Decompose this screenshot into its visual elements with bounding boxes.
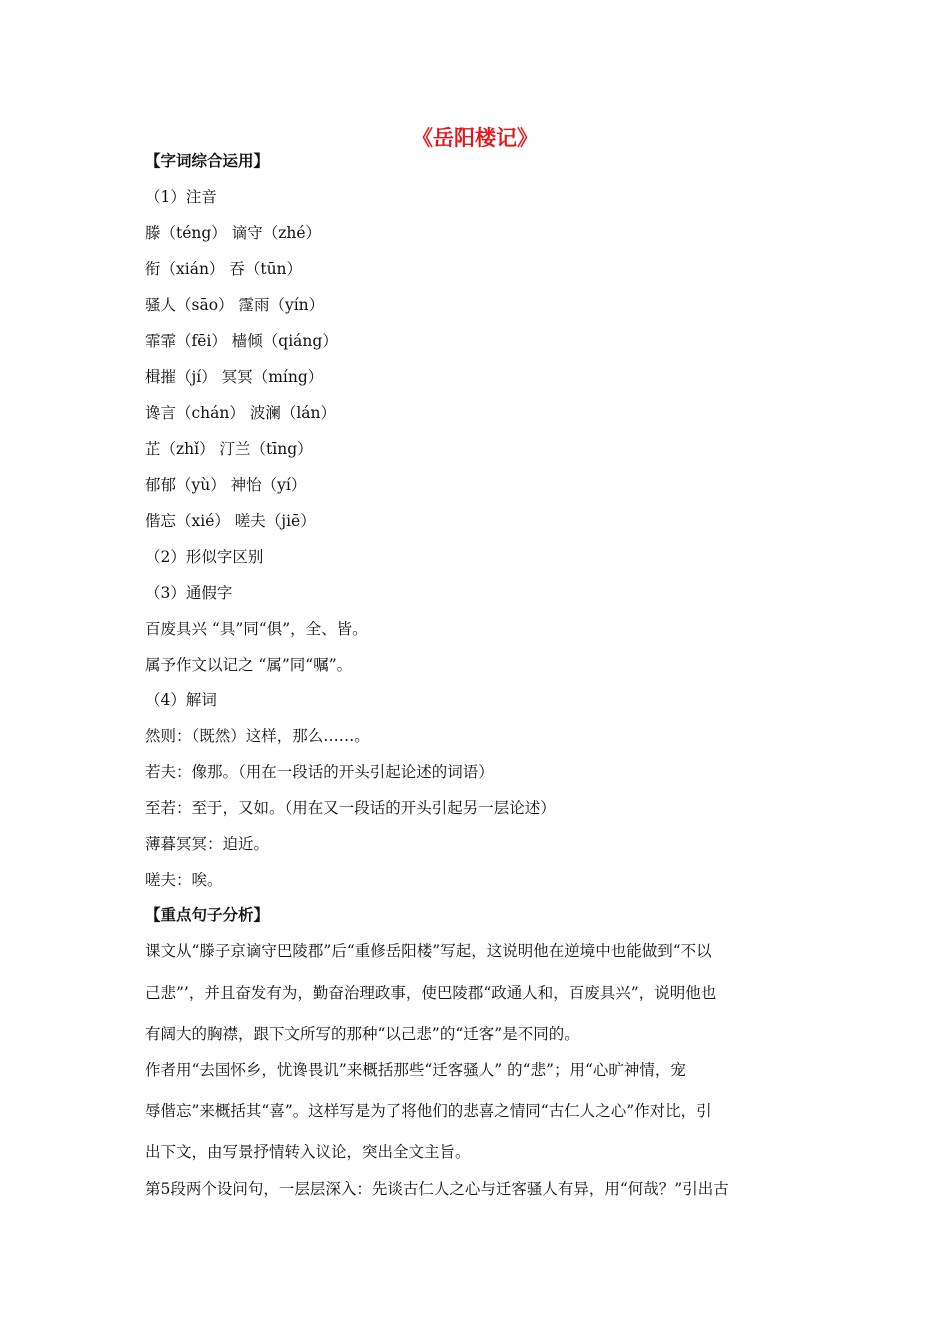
paragraph-line: 课文从“滕子京谪守巴陵郡”后“重修岳阳楼”写起，这说明他在逆境中也能做到“不以 bbox=[145, 942, 712, 960]
pinyin-line: 霏霏（fēi） 樯倾（qiáng） bbox=[145, 332, 338, 350]
section-heading-vocab: 【字词综合运用】 bbox=[145, 151, 270, 170]
pinyin-line: 楫摧（jí） 冥冥（míng） bbox=[145, 368, 324, 386]
subheading-pinyin: （1）注音 bbox=[145, 188, 217, 206]
paragraph-line: 作者用“去国怀乡，忧谗畏讥”来概括那些“迁客骚人” 的“悲”；用“心旷神情，宠 bbox=[145, 1061, 686, 1079]
jieci-line: 然则：（既然）这样，那么……。 bbox=[145, 727, 370, 745]
pinyin-line: 偕忘（xié） 嗟夫（jiē） bbox=[145, 512, 316, 530]
pinyin-line: 郁郁（yù） 神怡（yí） bbox=[145, 476, 307, 494]
section-heading-analysis: 【重点句子分析】 bbox=[145, 905, 270, 924]
tongjia-line: 属予作文以记之 “属”同“嘱”。 bbox=[145, 656, 353, 674]
subheading-similar-chars: （2）形似字区别 bbox=[145, 548, 264, 566]
paragraph-line: 己悲”’，并且奋发有为，勤奋治理政事，使巴陵郡“政通人和，百废具兴”，说明他也 bbox=[145, 984, 717, 1002]
paragraph-line: 辱偕忘”来概括其“喜”。这样写是为了将他们的悲喜之情同“古仁人之心”作对比，引 bbox=[145, 1102, 712, 1120]
document-title: 《岳阳楼记》 bbox=[412, 126, 538, 150]
subheading-jieci: （4）解词 bbox=[145, 691, 217, 709]
paragraph-line: 有阔大的胸襟，跟下文所写的那种“以己悲”的“迁客”是不同的。 bbox=[145, 1025, 580, 1043]
jieci-line: 若夫：像那。（用在一段话的开头引起论述的词语） bbox=[145, 763, 494, 781]
pinyin-line: 谗言（chán） 波澜（lán） bbox=[145, 404, 336, 422]
pinyin-line: 衔（xián） 吞（tūn） bbox=[145, 260, 303, 278]
paragraph-line: 出下文，由写景抒情转入议论，突出全文主旨。 bbox=[145, 1143, 471, 1161]
pinyin-line: 骚人（sāo） 霪雨（yín） bbox=[145, 296, 325, 314]
subheading-tongjia: （3）通假字 bbox=[145, 584, 233, 602]
paragraph-line: 第5段两个设问句，一层层深入：先谈古仁人之心与迁客骚人有异，用“何哉？”引出古 bbox=[145, 1180, 729, 1198]
jieci-line: 薄暮冥冥：迫近。 bbox=[145, 835, 270, 853]
tongjia-line: 百废具兴 “具”同“俱”，全、皆。 bbox=[145, 620, 368, 638]
jieci-line: 嗟夫：唉。 bbox=[145, 871, 223, 889]
jieci-line: 至若：至于，又如。（用在又一段话的开头引起另一层论述） bbox=[145, 799, 556, 817]
pinyin-line: 滕（téng） 谪守（zhé） bbox=[145, 224, 322, 242]
pinyin-line: 芷（zhǐ） 汀兰（tīng） bbox=[145, 440, 313, 458]
